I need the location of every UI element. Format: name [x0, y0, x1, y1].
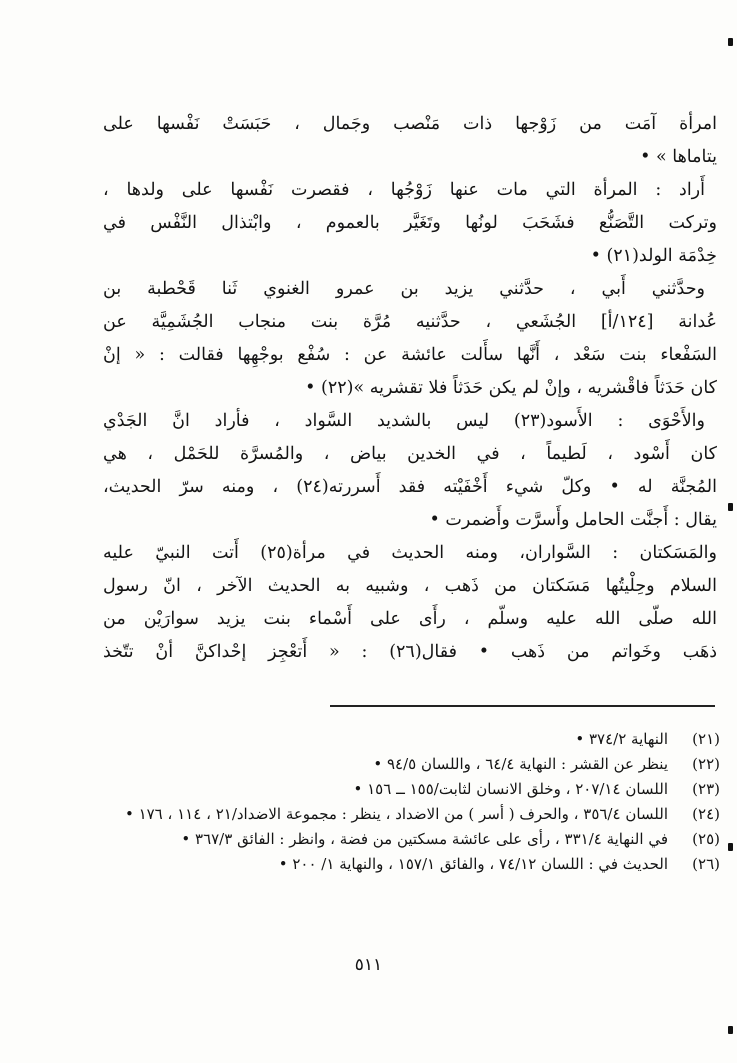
footnote-number: (٢٤) [692, 805, 720, 823]
text-line: يتاماها » • [640, 147, 717, 167]
footnote [100, 828, 720, 850]
footnote-text: ينظر عن القشر : النهاية ٦٤/٤ ، واللسان ٩٤/٥ • [373, 755, 668, 773]
footnote-number: (٢١) [692, 730, 720, 748]
text-line: الله صلّى الله عليه وسلّم ، رأَى على أَسْماء بنت يزيد سوارَيْن من [103, 609, 717, 629]
text-line: أَراد : المرأة التي مات عنها زَوْجُها ، فقصرت نَفْسها على ولدها ، [103, 180, 705, 200]
text-line: عُدانة [١٢٤/أ] الجُشَعي ، حدَّثنيه مُرَّة بنت منجاب الجُشَمِيَّة عن [103, 312, 717, 332]
text-line: السَفْعاء بنت سَعْد ، أَنَّها سأَلت عائشة عن : سُفْع بوجْهِها فقالت : « إنْ [103, 345, 717, 365]
footnote-text: الحديث في : اللسان ٧٤/١٢ ، والفائق ١٥٧/١ ، والنهاية ١/ ٢٠٠ • [278, 855, 668, 873]
text-line: يقال : أَجنَّت الحامل وأَسرَّت وأَضمرت • [429, 510, 717, 530]
footnote [100, 753, 720, 775]
text-line: كان أَسْود ، لَطيماً ، في الخدين بياض ، والمُسرَّة للحَمْل ، هي [103, 444, 717, 464]
main-text [103, 108, 717, 669]
footnotes [100, 728, 720, 878]
footnote-text: اللسان ٢٠٧/١٤ ، وخلق الانسان لثابت/١٥٥ ــ ١٥٦ • [353, 780, 668, 798]
text-line: والمَسَكتان : السَّواران، ومنه الحديث في مرأة(٢٥) أَتت النبيّ عليه [103, 543, 717, 563]
binding-mark [728, 1026, 733, 1034]
footnote-text: النهاية ٣٧٤/٢ • [575, 730, 668, 748]
footnote-text: اللسان ٣٥٦/٤ ، والحرف ( أسر ) من الاضداد ، ينظر : مجموعة الاضداد/٢١ ، ١١٤ ، ١٧٦ • [124, 805, 668, 823]
footnote [100, 728, 720, 750]
text-line: السلام وحِلْيتُها مَسَكتان من ذَهب ، وشبيه به الحديث الآخر ، انّ رسول [103, 576, 717, 596]
text-line: المُجنَّة له • وكلّ شيء أَخْفَيْته فقد أَسررته(٢٤) ، ومنه سرّ الحديث، [103, 477, 717, 497]
footnote [100, 778, 720, 800]
text-line: امرأة آمَت من زَوْجها ذات مَنْصب وجَمال ، حَبَسَتْ نَفْسها على [103, 114, 717, 134]
binding-mark [728, 843, 733, 851]
text-line: وتركت التَّصَنُّع فشَحَبَ لونُها وتَغَيَّر بالعموم ، وابْتذال النَّفْس في [103, 213, 717, 233]
binding-mark [728, 503, 733, 511]
binding-mark [728, 38, 733, 46]
footnote-divider [330, 705, 715, 707]
text-line: كان حَدَثاً فاقْشريه ، وإنْ لم يكن حَدَثاً فلا تقشريه »(٢٢) • [305, 378, 717, 398]
footnote-number: (٢٣) [692, 780, 720, 798]
text-line: خِدْمَة الولد(٢١) • [590, 246, 717, 266]
text-line: والأَحْوَى : الأَسود(٢٣) ليس بالشديد السَّواد ، فأراد انَّ الجَدْي [103, 411, 705, 431]
footnote-number: (٢٥) [692, 830, 720, 848]
footnote [100, 853, 720, 875]
footnote-number: (٢٦) [692, 855, 720, 873]
page-number: ٥١١ [354, 955, 383, 975]
text-line: وحدَّثني أَبي ، حدَّثني يزيد بن عمرو الغنوي ثَنا قَحْطبة بن [103, 279, 705, 299]
footnote-number: (٢٢) [692, 755, 720, 773]
text-line: ذهَب وخَواتم من ذَهب • فقال(٢٦) : « أَتعْجِز إحْداكنَّ أنْ تتّخذ [103, 642, 717, 662]
footnote [100, 803, 720, 825]
footnote-text: في النهاية ٣٣١/٤ ، رأى على عائشة مسكتين من فضة ، وانظر : الفائق ٣٦٧/٣ • [181, 830, 668, 848]
